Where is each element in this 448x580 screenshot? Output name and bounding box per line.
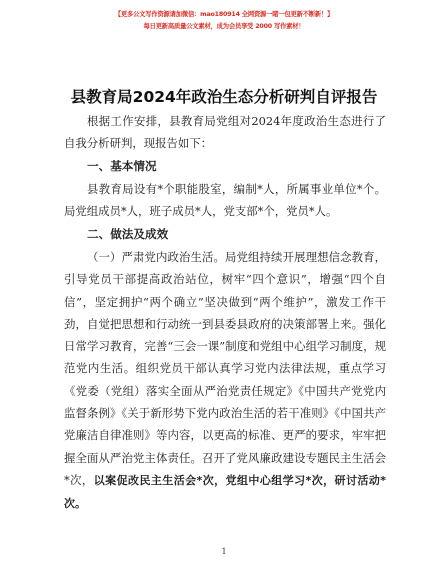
document-title: 县教育局2024年政治生态分析研判自评报告 [70,88,378,106]
section-2-block [64,246,386,516]
section-2-heading: 二、做法及成效 [87,227,169,241]
promo-banner-line-2: 每日更新高质量公文素材，成为会员享受 2000 写作素材！ [143,23,305,30]
section-1-paragraph: 县教育局设有*个职能股室，编制*人，所属事业单位*个。局党组成员*人，班子成员*人，党支部*个，党员*人。 [64,182,386,219]
section-2-paragraph [64,246,386,516]
page-number: 1 [221,547,227,556]
section-2-heading-block [64,223,386,245]
section-1-heading-block [64,155,386,177]
section-2-paragraph-text: （一）严肃党内政治生活。局党组持续开展理想信念教育，引导党员干部提高政治站位，树牢“四个意识”，增强“四个自信”，坚定拥护“两个确立”坚决做到“两个维护”，激发工作干劲，自觉把思想和行动统一到县委县政府的决策部署上来。强化日常学习教育，完善“三会一课”制度和党组中心组学习制度，规范党内生活。组织党员干部认真学习党内法律法规，重点学习《党委（党组）落实全面从严治党责任规定》《中国共产党党内监督条例》《关于新形势下党内政治生活的若干准则》《中国共产党廉洁自律准则》等内容，以更高的标准、更严的要求，牢牢把握全面从严治党主体责任。召开了党风廉政建设专题民主生活会*次， [64,250,386,487]
section-1-heading: 一、基本情况 [87,159,157,173]
section-2-paragraph-emphasis: 以案促改民主生活会*次，党组中心组学习*次，研讨活动*次。 [64,473,386,511]
intro-paragraph: 根据工作安排，县教育局党组对2024年度政治生态进行了自我分析研判，现报告如下： [64,114,386,151]
promo-banner-line-1: 【更多公文写作资源请加微信：mao180914 全网资源一睹一包更新不断新！】 [114,11,334,18]
section-1-block [64,178,386,223]
intro-block [64,110,386,155]
